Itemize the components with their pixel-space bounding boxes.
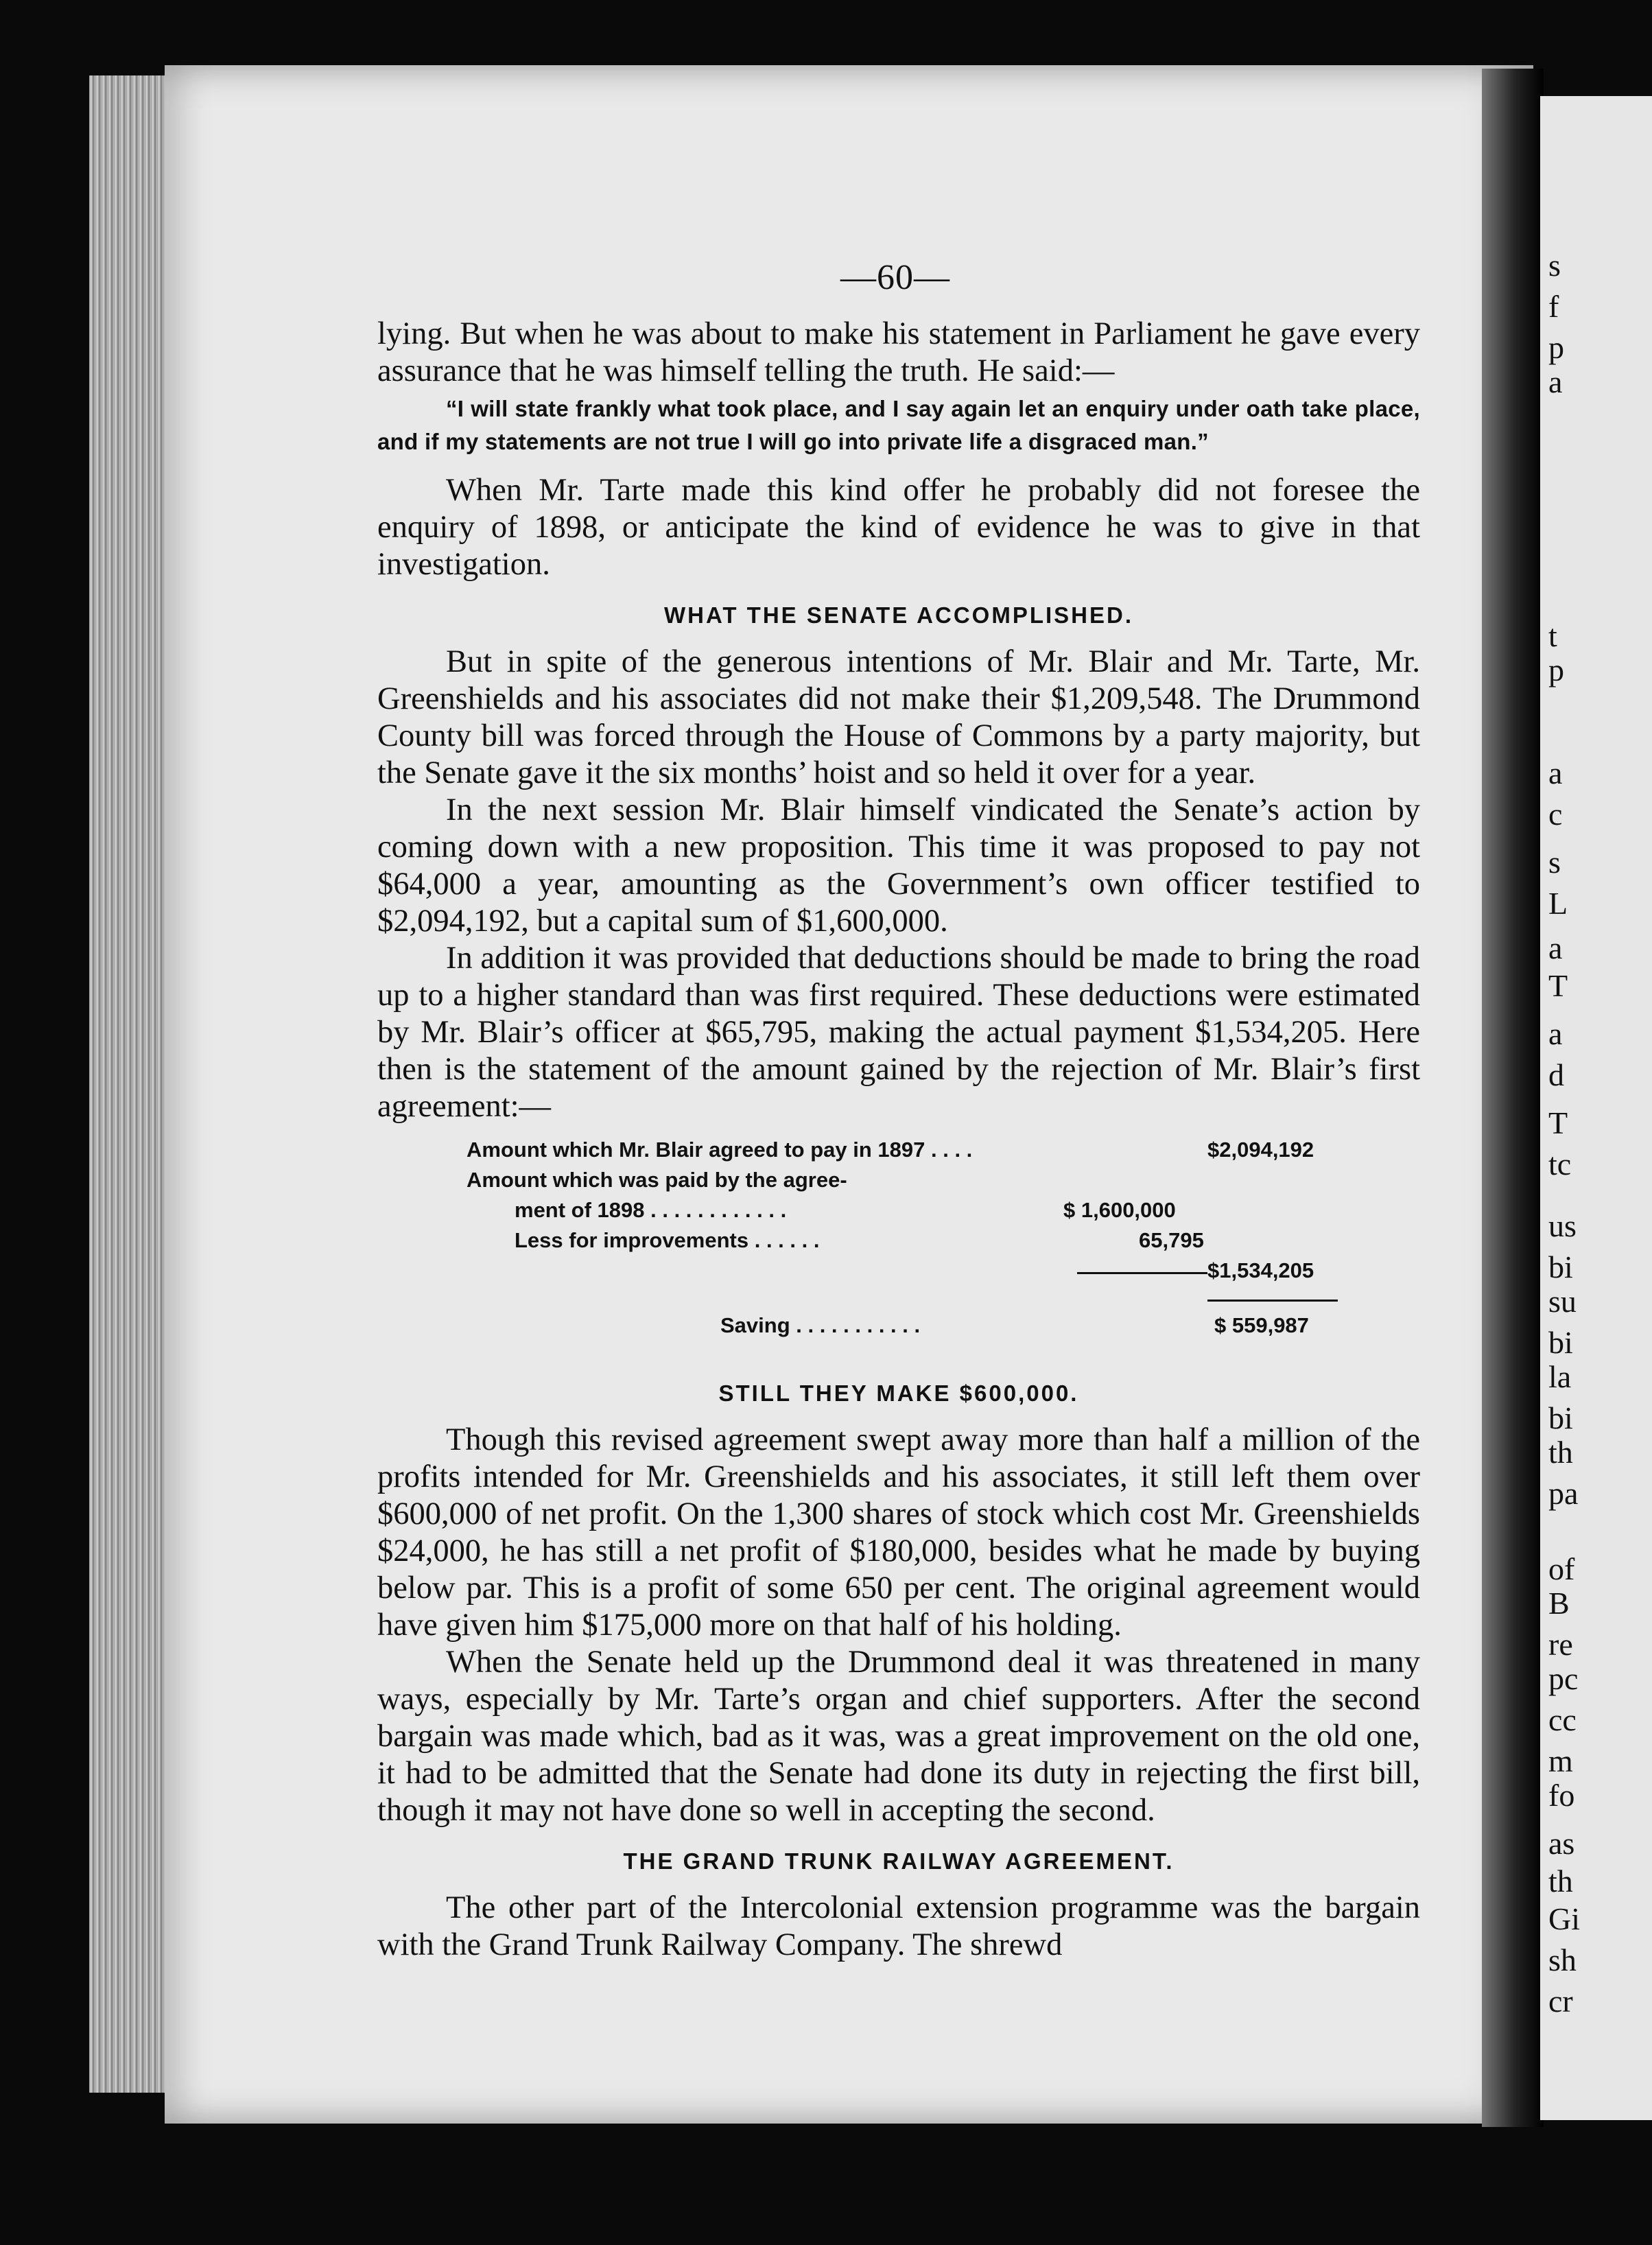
table-row-value: 65,795 (1139, 1228, 1204, 1252)
facing-page-letter: T (1548, 1105, 1568, 1140)
facing-page-letter: th (1548, 1435, 1573, 1470)
facing-page-letter: re (1548, 1627, 1573, 1662)
table-row-total: $1,534,205 (1207, 1258, 1314, 1282)
book-gutter (1482, 69, 1544, 2127)
table-row-label: ment of 1898 . . . . . . . . . . . . (515, 1198, 787, 1222)
facing-page-letter: as (1548, 1826, 1575, 1861)
facing-page-letter: cc (1548, 1702, 1577, 1737)
facing-page-letter: a (1548, 930, 1563, 965)
page-stack-edge (89, 75, 172, 2093)
paragraph-after-quote: When Mr. Tarte made this kind offer he probably did not foresee the enquiry of 1898, or anticipate the kind of evidence he was to give in that investigation. (377, 473, 1420, 582)
facing-page-letter: a (1548, 1016, 1563, 1051)
facing-page-letter: pc (1548, 1661, 1579, 1696)
facing-page-letter: p (1548, 653, 1564, 687)
facing-page-letter: fo (1548, 1778, 1575, 1813)
section-heading-senate: WHAT THE SENATE ACCOMPLISHED. (663, 602, 1134, 628)
facing-page-letter: m (1548, 1743, 1573, 1778)
section-heading-grand-trunk: THE GRAND TRUNK RAILWAY AGREEMENT. (623, 1848, 1175, 1874)
page-number: —60— (840, 258, 950, 297)
facing-page-letter: us (1548, 1208, 1577, 1243)
table-rule (1207, 1300, 1338, 1302)
paragraph: But in spite of the generous intentions of Mr. Blair and Mr. Tarte, Mr. Greenshields and his associates did not make their $1,209,548. The Drummond County bill was forced through the House of Commons by a party majority, but the Senate gave it the six months’ hoist and so held it over for a year. (377, 644, 1420, 790)
paragraph: The other part of the Intercolonial extension programme was the bargain with the Grand Trunk Railway Company. The shrewd (377, 1890, 1420, 1962)
facing-page-letter: f (1548, 289, 1559, 324)
facing-page-fragment (1540, 96, 1652, 2120)
paragraph-intro: lying. But when he was about to make his statement in Parliament he gave every assurance that he was himself telling the truth. He said:— (377, 316, 1420, 388)
facing-page-letter: bi (1548, 1400, 1573, 1435)
facing-page-letter: th (1548, 1864, 1573, 1899)
page-body (377, 316, 1420, 1964)
table-row-label: Less for improvements . . . . . . (515, 1228, 820, 1252)
facing-page-letter: pa (1548, 1476, 1579, 1511)
facing-page-letter: bi (1548, 1325, 1573, 1360)
facing-page-letter: s (1548, 248, 1561, 283)
table-row-label: Amount which was paid by the agree- (467, 1168, 847, 1192)
savings-table (377, 1135, 1420, 1361)
facing-page-letter: t (1548, 618, 1557, 653)
table-saving-value: $ 559,987 (1214, 1313, 1309, 1337)
paragraph: Though this revised agreement swept away more than half a million of the profits intended for Mr. Greenshields and his associates, it still left them over $600,000 of net profit. On the 1,300 shares of stock which cost Mr. Greenshields $24,000, he has still a net profit of $180,000, besides what he made by buying below par. This is a profit of some 650 per cent. The original agreement would have given him $175,000 more on that half of his holding. (377, 1422, 1420, 1643)
facing-page-letter: su (1548, 1284, 1577, 1319)
facing-page-letter: L (1548, 886, 1568, 921)
facing-page-letter: a (1548, 755, 1563, 790)
section-heading-still: STILL THEY MAKE $600,000. (718, 1380, 1079, 1406)
facing-page-letter: la (1548, 1359, 1572, 1394)
facing-page-letter: B (1548, 1586, 1570, 1621)
table-row-label: Amount which Mr. Blair agreed to pay in 1897 . . . . (467, 1138, 973, 1162)
facing-page-letter: sh (1548, 1942, 1577, 1977)
facing-page-letter: Gi (1548, 1901, 1580, 1936)
table-rule (1077, 1272, 1207, 1274)
facing-page-letter: tc (1548, 1147, 1572, 1182)
facing-page-letter: p (1548, 330, 1564, 365)
table-row-value: $ 1,600,000 (1063, 1198, 1176, 1222)
quote-text: “I will state frankly what took place, and I say again let an enquiry under oath take place, and if my statements are not true I will go into private life a disgraced man.” (377, 396, 1420, 454)
table-saving-label: Saving . . . . . . . . . . . (720, 1313, 921, 1337)
paragraph: In addition it was provided that deductions should be made to bring the road up to a higher standard than was first required. These deductions were estimated by Mr. Blair’s officer at $65,795, making the actual payment $1,534,205. Here then is the statement of the amount gained by the rejection of Mr. Blair’s first agreement:— (377, 941, 1420, 1124)
facing-page-letter: a (1548, 364, 1563, 399)
facing-page-letter: T (1548, 968, 1568, 1003)
table-row-value: $2,094,192 (1207, 1138, 1314, 1162)
facing-page-letter: cr (1548, 1984, 1573, 2019)
paragraph: In the next session Mr. Blair himself vindicated the Senate’s action by coming down with a new proposition. This time it was proposed to pay not $64,000 a year, amounting as the Government’s own officer testified to $2,094,192, but a capital sum of $1,600,000. (377, 792, 1420, 939)
paragraph: When the Senate held up the Drummond deal it was threatened in many ways, especially by Mr. Tarte’s organ and chief supporters. After the second bargain was made which, bad as it was, was a great improvement on the old one, it had to be admitted that the Senate had done its duty in rejecting the first bill, though it may not have done so well in accepting the second. (377, 1645, 1420, 1828)
facing-page-letter: c (1548, 797, 1563, 832)
facing-page-letter: of (1548, 1551, 1575, 1586)
facing-page-letter: s (1548, 845, 1561, 880)
block-quote (377, 392, 1420, 458)
facing-page-letter: bi (1548, 1249, 1573, 1284)
facing-page-letter: d (1548, 1057, 1564, 1092)
